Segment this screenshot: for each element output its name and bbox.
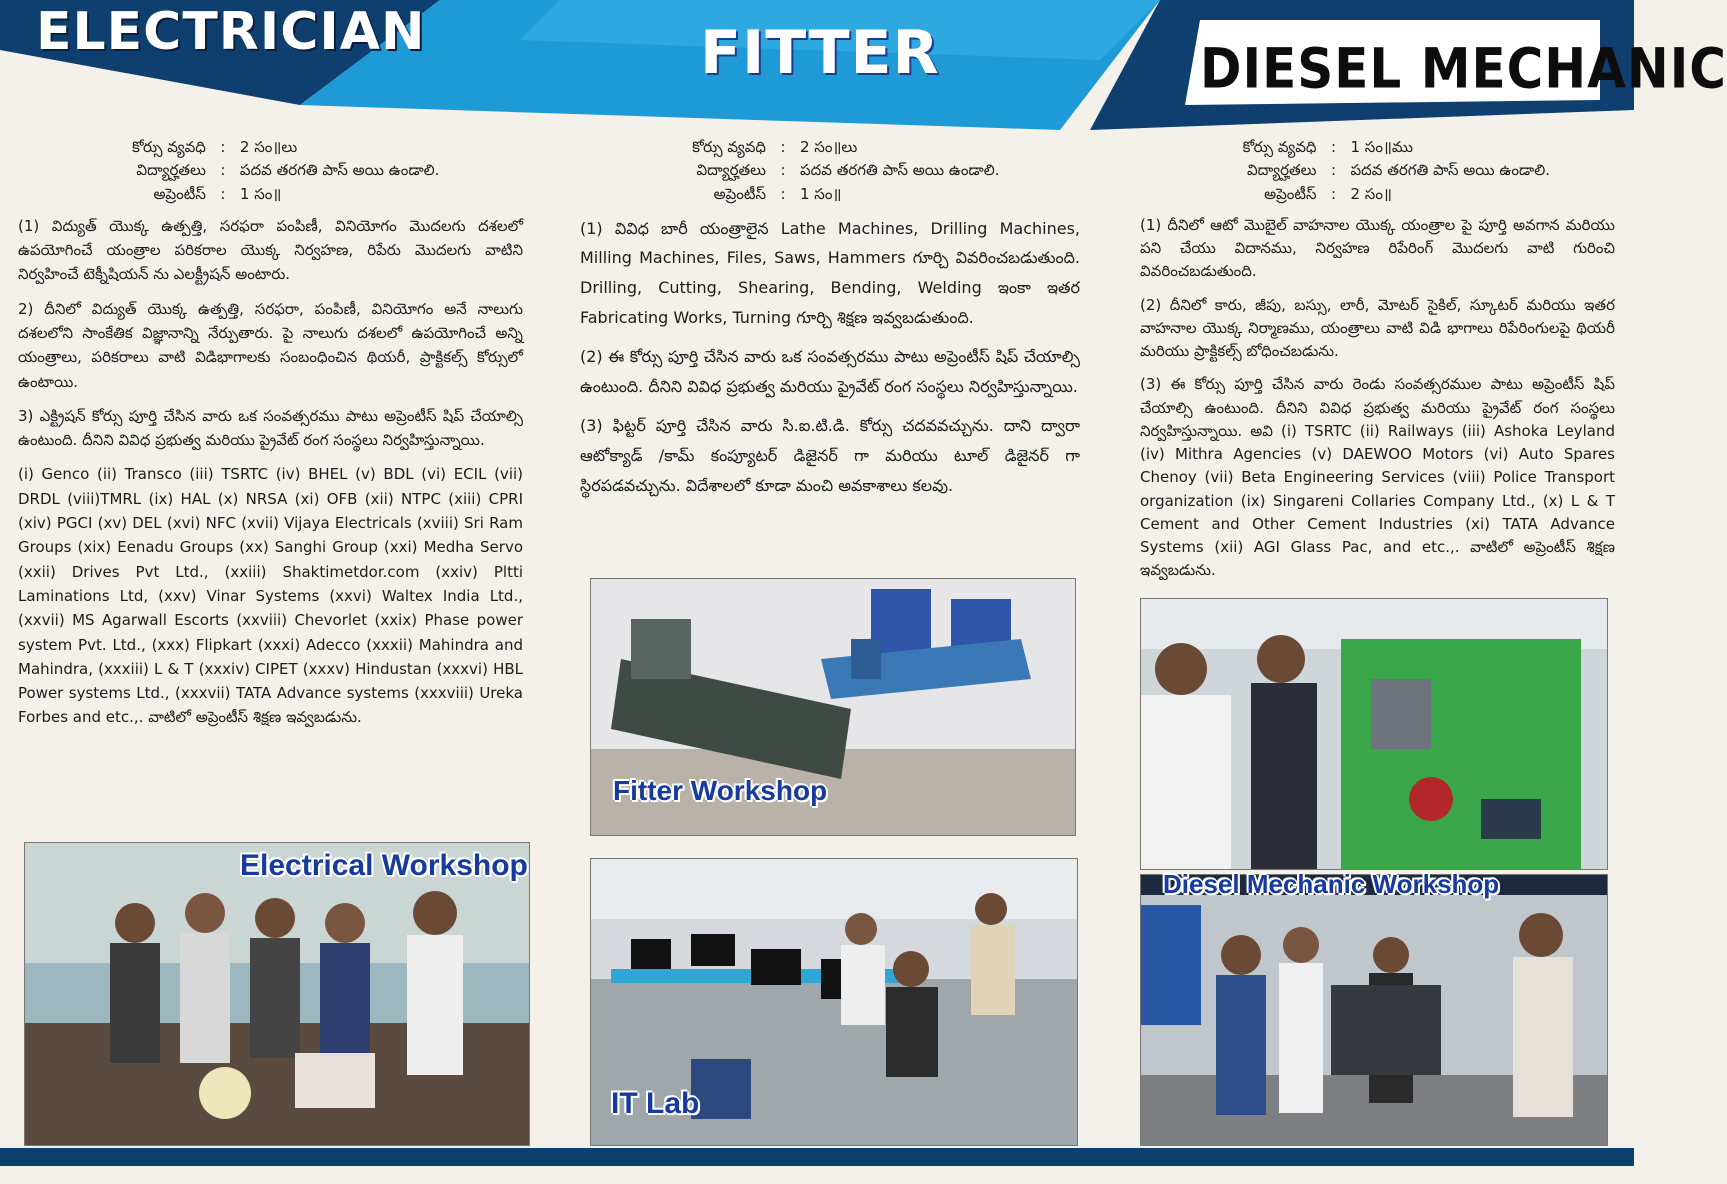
diesel-lab-photo <box>1140 598 1608 870</box>
diesel-course-info <box>1140 136 1615 206</box>
course-duration-label: కోర్సు వ్యవధి <box>692 138 766 156</box>
qualification-label: విద్యార్హతలు <box>1246 161 1317 180</box>
diesel-paragraph-3: (3) ఈ కోర్సు పూర్తి చేసిన వారు రెండు సంవత్సరముల పాటు అప్రెంటీస్ షిప్ చేయాల్సి ఉంటుంది. దీనిని వివిధ ప్రభుత్వ మరియు ప్రైవేట్ రంగ సంస్థలు నిర్వహిస్తున్నాయి. అవి (i) TSRTC (ii) Railways (iii) Ashoka Leyland (iv) Mithra Agencies (v) DAEWOO Motors (vi) Auto Spares Chenoy (vii) Beta Engineering Services (viii) Police Transport organization (ix) Singareni Collaries Company Ltd., (x) L & T Cement and Other Cement Industries (xi) TATA Advance Systems (xii) AGI Glass Pac, and etc.,. వాటిలో అప్రెంటీస్ శిక్షణ ఇవ్వబడును. <box>1140 375 1615 580</box>
qualification-label: విద్యార్హతలు <box>136 161 206 180</box>
it-lab-label: IT Lab <box>611 1087 700 1120</box>
course-duration-row: కోర్సు వ్యవధి : 2 సం॥లు <box>580 136 1080 159</box>
fitter-workshop-label: Fitter Workshop <box>613 775 828 806</box>
course-duration-value: 2 సం॥లు <box>239 138 298 156</box>
electrician-company-list: (i) Genco (ii) Transco (iii) TSRTC (iv) BHEL (v) BDL (vi) ECIL (vii) DRDL (viii)TMRL (ix) HAL (x) NRSA (xi) OFB (xii) NTPC (xiii) CPRI (xiv) PGCI (xv) DEL (xvi) NFC (xvii) Vijaya Electricals (xviii) Sri Ram Groups (xix) Eenadu Groups (xx) Sanghi Group (xxi) Medha Servo (xxii) Drives Pvt Ltd., (xxiii) Shaktimetdor.com (xxiv) Pltti Laminations Ltd, (xxv) Vinar Systems (xxvi) Waltex India Ltd., (xxvii) MS Agarwall Escorts (xxviii) Chevorlet (xxix) Phase power system Pvt. Ltd., (xxx) Flipkart (xxxi) Adecco (xxxii) Mahindra and Mahindra, (xxxiii) L & T (xxxiv) CIPET (xxxv) Hindustan (xxxvi) HBL Power systems Ltd., (xxxvii) TATA Advance systems (xxxviii) Ureka Forbes and etc.,. వాటిలో అప్రెంటీస్ శిక్షణ ఇవ్వబడును. <box>18 465 523 727</box>
diesel-mechanic-title: DIESEL MECHANIC <box>1200 37 1727 101</box>
electrician-paragraph-2: 2) దీనిలో విద్యుత్ యొక్క ఉత్పత్తి, సరఫరా, పంపిణీ, వినియోగం అనే నాలుగు దశలలోని సాంకేతిక విజ్ఞానాన్ని నేర్పుతారు. పై నాలుగు దశలలో ఉపయోగించే అన్ని యంత్రాలు, పరికరాలు వాటి విడిభాగాలకు సంబంధించిన థియరీ, ప్రాక్టికల్స్ కోర్సులో ఉంటాయి. <box>18 299 523 391</box>
course-duration-row: కోర్సు వ్యవధి : 1 సం॥ము <box>1140 136 1615 159</box>
electrician-paragraph-3: 3) ఎక్ట్రిషన్ కోర్సు పూర్తి చేసిన వారు ఒక సంవత్సరము పాటు అప్రెంటీస్ షిప్ చేయాల్సి ఉంటుంది. దీనిని వివిధ ప్రభుత్వ మరియు ప్రైవేట్ రంగ సంస్థలు నిర్వహిస్తున్నాయి. <box>18 406 523 450</box>
diesel-mechanic-workshop-photo <box>1140 869 1608 1146</box>
fitter-paragraph-3: (3) ఫిట్టర్ పూర్తి చేసిన వారు సి.ఐ.టి.డి. కోర్సు చదవవచ్చును. దాని ద్వారా ఆటోక్యాడ్ /కామ్ కంప్యూటర్ డిజైనర్ గా మరియు టూల్ డిజైనర్ గా స్థిరపడవచ్చును. విదేశాలలో కూడా మంచి అవకాశాలు కలవు. <box>580 416 1080 495</box>
course-duration-label: కోర్సు వ్యవధి <box>1242 138 1317 156</box>
apprentice-value: 1 సం॥ <box>239 184 282 203</box>
footer-bar <box>0 1148 1634 1166</box>
electrical-workshop-photo <box>24 842 530 1146</box>
qualification-value: పదవ తరగతి పాస్ అయి ఉండాలి. <box>800 161 1000 180</box>
electrician-column <box>18 136 523 740</box>
electrical-workshop-label: Electrical Workshop <box>240 849 528 882</box>
apprentice-row: అప్రెంటీస్ : 1 సం॥ <box>18 183 523 206</box>
diesel-lab-image <box>1141 599 1607 869</box>
qualification-value: పదవ తరగతి పాస్ అయి ఉండాలి. <box>1350 161 1550 180</box>
course-duration-row: కోర్సు వ్యవధి : 2 సం॥లు <box>18 136 523 159</box>
apprentice-value: 1 సం॥ <box>800 184 842 203</box>
fitter-course-info <box>580 136 1080 206</box>
qualification-row: విద్యార్హతలు : పదవ తరగతి పాస్ అయి ఉండాలి. <box>580 159 1080 182</box>
course-duration-value: 2 సం॥లు <box>800 138 858 156</box>
fitter-paragraph-2: (2) ఈ కోర్సు పూర్తి చేసిన వారు ఒక సంవత్సరము పాటు అప్రెంటీస్ షిప్ చేయాల్సి ఉంటుంది. దీనిని వివిధ ప్రభుత్వ మరియు ప్రైవేట్ రంగ సంస్థలు నిర్వహిస్తున్నాయి. <box>580 347 1080 396</box>
electrician-title: ELECTRICIAN <box>36 2 426 62</box>
diesel-workshop-image <box>1141 875 1607 1145</box>
electrician-course-info <box>18 136 523 206</box>
diesel-paragraph-2: (2) దీనిలో కారు, జీపు, బస్సు, లారీ, మోటర్ సైకిల్, స్కూటర్ మరియు ఇతర వాహనాల యొక్క నిర్మాణము, యంత్రాలు వాటి విడి భాగాలు రిపేరింగులపై థియరీ మరియు ప్రాక్టికల్స్ బోధించబడును. <box>1140 295 1615 360</box>
fitter-paragraph-1: (1) వివిధ బారీ యంత్రాలైన Lathe Machines, Drilling Machines, Milling Machines, Files, Saws, Hammers గూర్చి వివరించబడుతుంది. Drilling, Cutting, Shearing, Bending, Welding ఇంకా ఇతర Fabricating Works, Turning గూర్చి శిక్షణ ఇవ్వబడుతుంది. <box>580 218 1080 327</box>
it-lab-photo <box>590 858 1078 1146</box>
apprentice-label: అప్రెంటీస్ <box>153 184 206 203</box>
qualification-label: విద్యార్హతలు <box>696 161 766 180</box>
qualification-value: పదవ తరగతి పాస్ అయి ఉండాలి. <box>239 161 440 180</box>
apprentice-label: అప్రెంటీస్ <box>713 184 766 203</box>
fitter-column <box>580 136 1080 510</box>
apprentice-row: అప్రెంటీస్ : 1 సం॥ <box>580 183 1080 206</box>
apprentice-row: అప్రెంటీస్ : 2 సం॥ <box>1140 183 1615 206</box>
electrical-workshop-image <box>25 843 529 1145</box>
electrician-paragraph-1: (1) విద్యుత్ యొక్క ఉత్పత్తి, సరఫరా పంపిణీ, వినియోగం మొదలగు దశలలో ఉపయోగించే యంత్రాల పరికరాల యొక్క నిర్వహణ, రిపేరు మొదలగు వాటిని నిర్వహించే టెక్నీషియన్ ను ఎలక్ట్రీషన్ అంటారు. <box>18 216 523 284</box>
fitter-title: FITTER <box>700 18 940 88</box>
diesel-mechanic-column <box>1140 136 1615 593</box>
diesel-paragraph-1: (1) దీనిలో ఆటో మొబైల్ వాహనాల యొక్క యంత్రాల పై పూర్తి అవగాన మరియు పని చేయు విదానము, నిర్వహణ రిపేరింగ్ మొదలగు వాటి గురించి వివరించబడుతుంది. <box>1140 215 1615 281</box>
diesel-mechanic-workshop-label: Diesel Mechanic Workshop <box>1163 869 1500 899</box>
course-duration-value: 1 సం॥ము <box>1350 138 1413 156</box>
apprentice-label: అప్రెంటీస్ <box>1264 184 1317 203</box>
qualification-row: విద్యార్హతలు : పదవ తరగతి పాస్ అయి ఉండాలి. <box>1140 159 1615 182</box>
qualification-row: విద్యార్హతలు : పదవ తరగతి పాస్ అయి ఉండాలి. <box>18 159 523 182</box>
apprentice-value: 2 సం॥ <box>1350 184 1392 203</box>
course-duration-label: కోర్సు వ్యవధి <box>131 138 206 156</box>
fitter-workshop-photo <box>590 578 1076 836</box>
